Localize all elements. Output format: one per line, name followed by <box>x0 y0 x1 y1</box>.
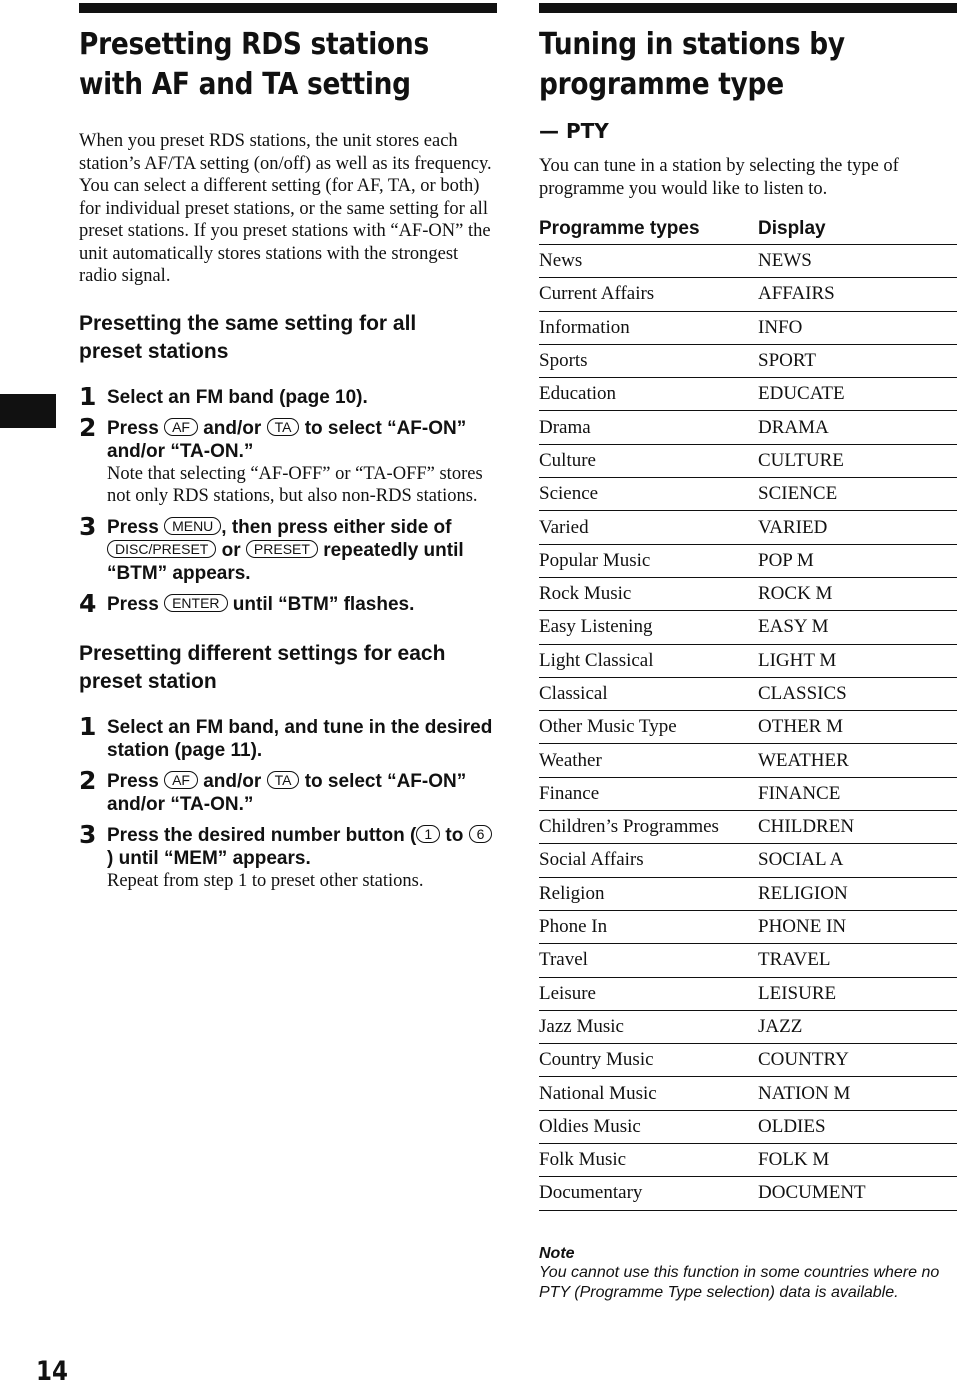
display-cell: NATION M <box>758 1077 957 1110</box>
step-note: Repeat from step 1 to preset other stations. <box>107 870 424 891</box>
step-number: 3 <box>79 819 97 849</box>
instr-text: ) until “MEM” appears. <box>107 847 311 869</box>
display-cell: SOCIAL A <box>758 844 957 877</box>
programme-type-cell: Science <box>539 478 758 511</box>
display-cell: OLDIES <box>758 1110 957 1143</box>
s1-step-1 <box>79 381 497 411</box>
step-number: 3 <box>79 511 97 541</box>
instr-text: , then press either side of <box>221 516 452 538</box>
programme-type-cell: Leisure <box>539 977 758 1010</box>
s1-step-4 <box>79 588 497 618</box>
table-row <box>539 844 957 877</box>
af-key: AF <box>164 771 198 789</box>
note-text: You cannot use this function in some countries where no PTY (Programme Type selection) data is available. <box>539 1263 940 1301</box>
table-row <box>539 977 957 1010</box>
programme-type-cell: Religion <box>539 877 758 910</box>
display-cell: LIGHT M <box>758 644 957 677</box>
table-row <box>539 677 957 710</box>
display-cell: INFO <box>758 311 957 344</box>
programme-type-cell: Children’s Programmes <box>539 811 758 844</box>
title-rule <box>79 3 497 13</box>
instr-text: and/or <box>203 417 262 439</box>
step-number: 1 <box>79 711 97 741</box>
display-cell: FINANCE <box>758 777 957 810</box>
page-number: 14 <box>36 1356 68 1387</box>
table-row <box>539 711 957 744</box>
step-instruction <box>107 516 497 585</box>
programme-type-cell: Travel <box>539 944 758 977</box>
display-cell: WEATHER <box>758 744 957 777</box>
note-heading: Note <box>539 1244 575 1262</box>
table-row <box>539 278 957 311</box>
programme-type-cell: Popular Music <box>539 544 758 577</box>
instr-text: and/or <box>203 770 262 792</box>
display-cell: FOLK M <box>758 1144 957 1177</box>
programme-type-cell: Phone In <box>539 910 758 943</box>
programme-type-cell: Rock Music <box>539 577 758 610</box>
ta-key: TA <box>267 418 300 436</box>
step-instruction: Select an FM band, and tune in the desired station (page 11). <box>107 716 493 761</box>
display-cell: DOCUMENT <box>758 1177 957 1210</box>
step-instruction <box>107 824 497 870</box>
step-instruction: Select an FM band (page 10). <box>107 386 368 408</box>
programme-type-cell: Folk Music <box>539 1144 758 1177</box>
left-intro: When you preset RDS stations, the unit stores each station’s AF/TA setting (on/off) as well as its frequency. You can select a different setting (for AF, TA, or both) for individual preset stations, or the same setting for all preset stations. If you preset stations with “AF-ON” the unit automatically stores stations with the strongest radio signal. <box>79 131 492 286</box>
instr-text: Press <box>107 417 159 439</box>
step-number: 4 <box>79 588 97 618</box>
table-row <box>539 478 957 511</box>
programme-type-cell: Easy Listening <box>539 611 758 644</box>
programme-type-cell: Social Affairs <box>539 844 758 877</box>
table-row <box>539 744 957 777</box>
step-number: 1 <box>79 381 97 411</box>
display-cell: SCIENCE <box>758 478 957 511</box>
programme-type-cell: Other Music Type <box>539 711 758 744</box>
instr-text: Press <box>107 593 159 615</box>
display-cell: JAZZ <box>758 1010 957 1043</box>
table-row <box>539 577 957 610</box>
col-header-display: Display <box>758 214 957 245</box>
instr-text: Press <box>107 770 159 792</box>
programme-type-cell: Light Classical <box>539 644 758 677</box>
programme-type-cell: Varied <box>539 511 758 544</box>
display-cell: CLASSICS <box>758 677 957 710</box>
table-row <box>539 1044 957 1077</box>
table-row <box>539 811 957 844</box>
display-cell: LEISURE <box>758 977 957 1010</box>
display-cell: TRAVEL <box>758 944 957 977</box>
table-row <box>539 411 957 444</box>
table-row <box>539 644 957 677</box>
display-cell: SPORT <box>758 344 957 377</box>
right-intro: You can tune in a station by selecting the type of programme you would like to listen to. <box>539 156 899 199</box>
section1-heading: Presetting the same setting for all preset stations <box>79 311 417 363</box>
instr-text: repeatedly until “BTM” appears. <box>107 539 464 584</box>
s2-step-3 <box>79 819 497 893</box>
number-1-key: 1 <box>416 825 440 843</box>
table-row <box>539 877 957 910</box>
left-page-title: Presetting RDS stations with AF and TA setting <box>79 27 429 102</box>
table-row <box>539 444 957 477</box>
programme-type-cell: Jazz Music <box>539 1010 758 1043</box>
instr-text: to <box>445 824 464 846</box>
instr-text: or <box>221 539 241 561</box>
right-page-title: Tuning in stations by programme type <box>539 27 845 102</box>
step-instruction <box>107 417 497 463</box>
enter-key: ENTER <box>164 594 227 612</box>
table-row <box>539 777 957 810</box>
display-cell: CULTURE <box>758 444 957 477</box>
pty-table-body <box>539 245 957 1211</box>
left-column <box>79 0 497 892</box>
s1-step-2 <box>79 412 497 508</box>
table-row <box>539 344 957 377</box>
table-row <box>539 311 957 344</box>
af-key: AF <box>164 418 198 436</box>
display-cell: PHONE IN <box>758 910 957 943</box>
step-instruction <box>107 593 497 616</box>
table-row <box>539 245 957 278</box>
programme-type-cell: National Music <box>539 1077 758 1110</box>
display-cell: ROCK M <box>758 577 957 610</box>
programme-type-cell: Country Music <box>539 1044 758 1077</box>
display-cell: CHILDREN <box>758 811 957 844</box>
display-cell: POP M <box>758 544 957 577</box>
table-row <box>539 1077 957 1110</box>
right-column <box>539 0 957 1303</box>
table-row <box>539 544 957 577</box>
step-number: 2 <box>79 765 97 795</box>
programme-type-cell: Oldies Music <box>539 1110 758 1143</box>
s2-step-2 <box>79 765 497 816</box>
table-row <box>539 511 957 544</box>
programme-type-cell: Sports <box>539 344 758 377</box>
ta-key: TA <box>267 771 300 789</box>
disc-preset-key: DISC/PRESET <box>107 540 216 558</box>
programme-type-cell: Information <box>539 311 758 344</box>
table-row <box>539 1177 957 1210</box>
programme-type-cell: Drama <box>539 411 758 444</box>
step-instruction <box>107 770 497 816</box>
section2-heading: Presetting different settings for each preset station <box>79 641 446 693</box>
programme-type-cell: News <box>539 245 758 278</box>
display-cell: RELIGION <box>758 877 957 910</box>
table-row <box>539 1110 957 1143</box>
display-cell: OTHER M <box>758 711 957 744</box>
display-cell: AFFAIRS <box>758 278 957 311</box>
s1-step-3 <box>79 511 497 585</box>
programme-type-cell: Weather <box>539 744 758 777</box>
instr-text: until “BTM” flashes. <box>232 593 415 615</box>
menu-key: MENU <box>164 517 221 535</box>
pty-table-header-row <box>539 214 957 245</box>
step-number: 2 <box>79 412 97 442</box>
instr-text: Press the desired number button ( <box>107 824 417 846</box>
section-tab-marker <box>0 394 56 428</box>
programme-type-cell: Classical <box>539 677 758 710</box>
step-note: Note that selecting “AF-OFF” or “TA-OFF” stores not only RDS stations, but also non-RDS stations. <box>107 463 483 506</box>
programme-type-cell: Finance <box>539 777 758 810</box>
col-header-programme-types: Programme types <box>539 214 758 245</box>
title-rule <box>539 3 957 13</box>
instr-text: to select “AF-ON” and/or “TA-ON.” <box>107 770 467 815</box>
table-row <box>539 1144 957 1177</box>
instr-text: Press <box>107 516 159 538</box>
note-block <box>539 1245 957 1303</box>
s2-step-1 <box>79 711 497 762</box>
programme-type-cell: Documentary <box>539 1177 758 1210</box>
table-row <box>539 910 957 943</box>
table-row <box>539 1010 957 1043</box>
display-cell: EDUCATE <box>758 378 957 411</box>
table-row <box>539 378 957 411</box>
display-cell: DRAMA <box>758 411 957 444</box>
programme-type-cell: Education <box>539 378 758 411</box>
table-row <box>539 611 957 644</box>
programme-type-cell: Culture <box>539 444 758 477</box>
pty-table <box>539 214 957 1211</box>
programme-type-cell: Current Affairs <box>539 278 758 311</box>
display-cell: COUNTRY <box>758 1044 957 1077</box>
display-cell: EASY M <box>758 611 957 644</box>
display-cell: VARIED <box>758 511 957 544</box>
table-row <box>539 944 957 977</box>
pty-subtitle: — PTY <box>539 119 609 143</box>
number-6-key: 6 <box>469 825 493 843</box>
preset-key: PRESET <box>246 540 318 558</box>
instr-text: to select “AF-ON” and/or “TA-ON.” <box>107 417 467 462</box>
display-cell: NEWS <box>758 245 957 278</box>
